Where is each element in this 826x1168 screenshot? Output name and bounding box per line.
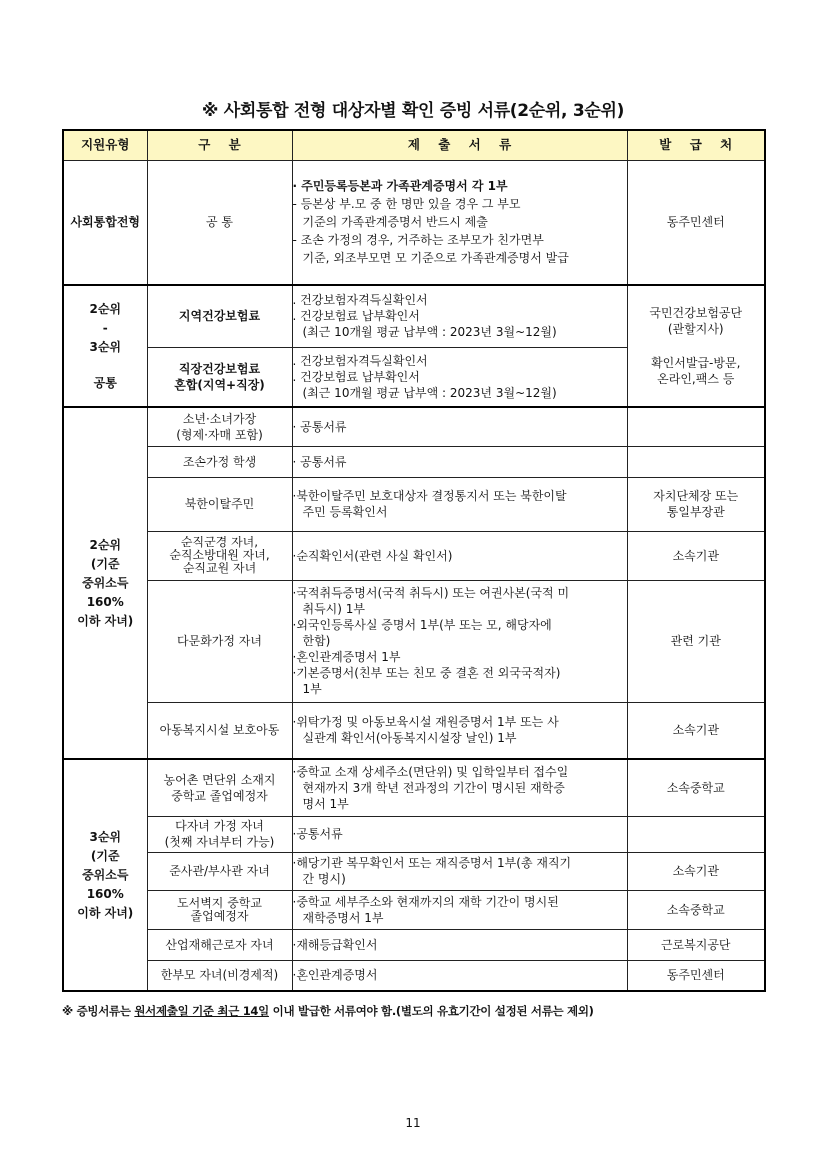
documents-cell — [292, 852, 627, 890]
category-cell — [147, 852, 292, 890]
document-line: ·국적취득증명서(국적 취득시) 또는 여권사본(국적 미 — [292, 586, 570, 600]
documents-cell — [292, 929, 627, 960]
type-line: 이하 자녀) — [77, 613, 134, 628]
document-line: ·중학교 소재 상세주소(면단위) 및 입학일부터 접수일 — [292, 764, 569, 779]
footnote-underlined: 원서제출일 기준 최근 14일 — [134, 1004, 269, 1018]
type-line: (기준 — [90, 556, 120, 571]
table-row — [63, 477, 765, 531]
document-line: ·해당기관 복무확인서 또는 재직증명서 1부(총 재직기 — [292, 856, 572, 870]
document-line: 주민 등록확인서 — [302, 505, 388, 519]
table-row-common — [63, 160, 765, 285]
footnote-suffix: 이내 발급한 서류여야 함.(별도의 유효기간이 설정된 서류는 제외) — [268, 1004, 594, 1018]
category-line: (첫째 자녀부터 가능) — [164, 835, 275, 849]
table-row — [63, 407, 765, 446]
issuer-line: 자치단체장 또는 — [653, 489, 739, 503]
type-line: 160% — [86, 886, 124, 901]
issuer-cell — [627, 816, 765, 852]
document-line: ·혼인관계증명서 — [292, 968, 378, 983]
document-line: · 공통서류 — [292, 419, 347, 434]
documents-cell — [292, 477, 627, 531]
category-line: 북한이탈주민 — [184, 497, 255, 511]
documents-cell — [292, 347, 627, 407]
documents-cell — [292, 160, 627, 285]
documents-cell — [292, 285, 627, 347]
document-line: 취득시) 1부 — [302, 602, 365, 616]
document-line: · 공통서류 — [292, 454, 347, 469]
category-cell — [147, 347, 292, 407]
category-line: 아동복지시설 보호아동 — [159, 723, 280, 738]
category-line: 한부모 자녀(비경제적) — [160, 968, 279, 983]
document-line: ·기본증명서(친부 또는 친모 중 결혼 전 외국국적자) — [292, 666, 561, 680]
evidence-documents-table — [62, 129, 766, 992]
page-number: 11 — [405, 1116, 421, 1130]
type-line: 공통 — [93, 375, 117, 390]
header-type: 지원유형 — [63, 130, 147, 160]
header-issuer: 발 급 처 — [627, 130, 765, 160]
category-cell — [147, 477, 292, 531]
documents-cell — [292, 446, 627, 477]
category-cell — [147, 759, 292, 816]
document-line: 한함) — [302, 634, 331, 648]
category-cell — [147, 816, 292, 852]
document-line: 명서 1부 — [302, 796, 349, 811]
table-row — [63, 890, 765, 929]
type-line: 160% — [86, 594, 124, 609]
category-line: 중학교 졸업예정자 — [171, 788, 268, 803]
category-line: (형제·자매 포함) — [176, 427, 263, 442]
document-line: ·공통서류 — [292, 827, 343, 841]
category-cell — [147, 580, 292, 702]
issuer-line: 근로복지공단 — [660, 937, 731, 952]
documents-cell — [292, 759, 627, 816]
documents-cell — [292, 702, 627, 759]
category-cell — [147, 446, 292, 477]
header-category: 구 분 — [147, 130, 292, 160]
document-line: 현재까지 3개 학년 전과정의 기간이 명시된 재학증 — [302, 780, 565, 795]
document-line: 실관계 확인서(아동복지시설장 날인) 1부 — [302, 731, 517, 746]
issuer-line: (관할지사) — [667, 322, 724, 336]
document-line: (최근 10개월 평균 납부액 : 2023년 3월~12월) — [302, 325, 557, 340]
category-cell — [147, 531, 292, 580]
footnote-prefix: ※ 증빙서류는 — [62, 1004, 135, 1018]
issuer-cell — [627, 580, 765, 702]
document-line: . 건강보험료 납부확인서 — [292, 369, 420, 384]
documents-cell — [292, 816, 627, 852]
table-row — [63, 929, 765, 960]
document-line: ·북한이탈주민 보호대상자 결정통지서 또는 북한이탈 — [292, 489, 567, 503]
table-header-row — [63, 130, 765, 160]
document-line: ·외국인등록사실 증명서 1부(부 또는 모, 해당자에 — [292, 618, 552, 632]
category-cell: 공 통 — [147, 160, 292, 285]
document-line: 1부 — [302, 682, 322, 696]
issuer-cell — [627, 929, 765, 960]
issuer-cell — [627, 285, 765, 407]
issuer-line: 소속기관 — [672, 548, 719, 563]
category-cell: 지역건강보험료 — [147, 285, 292, 347]
documents-cell — [292, 407, 627, 446]
issuer-line: 소속기관 — [672, 864, 719, 878]
category-line: 직장건강보험료 — [178, 361, 261, 376]
issuer-cell — [627, 446, 765, 477]
issuer-line: 소속중학교 — [666, 902, 725, 917]
issuer-cell — [627, 531, 765, 580]
category-line: 순직소방대원 자녀, — [169, 549, 270, 562]
category-line: 다문화가정 자녀 — [177, 634, 262, 648]
category-cell — [147, 890, 292, 929]
issuer-cell: 동주민센터 — [627, 160, 765, 285]
table-row — [63, 852, 765, 890]
category-line: 순직교원 자녀 — [182, 562, 257, 575]
category-line: 준사관/부사관 자녀 — [169, 864, 270, 878]
documents-cell — [292, 890, 627, 929]
issuer-line: 동주민센터 — [666, 968, 725, 983]
issuer-line: 국민건강보험공단 — [649, 306, 743, 320]
documents-cell — [292, 960, 627, 991]
issuer-cell — [627, 477, 765, 531]
table-row — [63, 702, 765, 759]
category-line: 순직군경 자녀, — [180, 536, 259, 549]
issuer-cell — [627, 960, 765, 991]
page-title: ※ 사회통합 전형 대상자별 확인 증빙 서류(2순위, 3순위) — [201, 101, 625, 121]
category-cell — [147, 702, 292, 759]
documents-cell — [292, 580, 627, 702]
table-row — [63, 446, 765, 477]
type-line: 중위소득 — [82, 867, 129, 882]
category-line: 농어촌 면단위 소재지 — [163, 772, 276, 787]
category-cell — [147, 960, 292, 991]
type-line: - — [102, 320, 108, 335]
issuer-cell — [627, 407, 765, 446]
document-line: 재학증명서 1부 — [302, 910, 384, 925]
type-line: 3순위 — [89, 829, 122, 844]
type-line: 중위소득 — [82, 575, 129, 590]
document-line: (최근 10개월 평균 납부액 : 2023년 3월~12월) — [302, 385, 557, 400]
document-line: · 주민등록등본과 가족관계증명서 각 1부 — [292, 179, 508, 194]
document-line: ·혼인관계증명서 1부 — [292, 650, 401, 664]
type-cell: 사회통합전형 — [63, 160, 147, 285]
document-line: . 건강보험자격득실확인서 — [292, 293, 428, 308]
category-line: 조손가정 학생 — [182, 454, 257, 469]
type-line: (기준 — [90, 848, 120, 863]
document-line: - 등본상 부.모 중 한 명만 있을 경우 그 부모 — [292, 197, 521, 212]
issuer-cell — [627, 759, 765, 816]
issuer-line: 통일부장관 — [666, 505, 725, 519]
table-row-regional-insurance — [63, 285, 765, 347]
document-line: ·중학교 세부주소와 현재까지의 재학 기간이 명시된 — [292, 894, 559, 909]
category-line: 졸업예정자 — [190, 909, 249, 923]
issuer-line: 소속기관 — [672, 723, 719, 738]
issuer-line: 온라인,팩스 등 — [657, 372, 735, 386]
category-cell — [147, 407, 292, 446]
type-line: 2순위 — [89, 301, 122, 316]
type-cell — [63, 759, 147, 991]
category-line: 도서벽지 중학교 — [177, 896, 262, 910]
type-cell — [63, 407, 147, 759]
document-line: 기준, 외조부모면 모 기준으로 가족관계증명서 발급 — [302, 251, 569, 266]
issuer-line: 확인서발급-방문, — [651, 356, 741, 370]
document-line: ·재해등급확인서 — [292, 937, 378, 952]
category-line: 혼합(지역+직장) — [174, 377, 265, 392]
document-line: ·순직확인서(관련 사실 확인서) — [292, 548, 453, 563]
table-row — [63, 531, 765, 580]
category-line: 다자녀 가정 자녀 — [175, 819, 264, 833]
header-documents: 제 출 서 류 — [292, 130, 627, 160]
issuer-cell — [627, 702, 765, 759]
document-line: ·위탁가정 및 아동보육시설 재원증명서 1부 또는 사 — [292, 715, 559, 730]
type-line: 2순위 — [89, 537, 122, 552]
document-line: . 건강보험자격득실확인서 — [292, 353, 428, 368]
table-row — [63, 816, 765, 852]
type-line: 이하 자녀) — [77, 905, 134, 920]
category-line: 산업재해근로자 자녀 — [165, 937, 274, 952]
issuer-cell — [627, 852, 765, 890]
issuer-line: 관련 기관 — [670, 634, 721, 648]
category-cell — [147, 929, 292, 960]
table-row — [63, 759, 765, 816]
footnote — [62, 1003, 594, 1019]
document-line: 기준의 가족관계증명서 반드시 제출 — [302, 215, 488, 230]
type-line: 3순위 — [89, 339, 122, 354]
table-row — [63, 580, 765, 702]
issuer-line: 소속중학교 — [666, 780, 725, 795]
type-cell — [63, 285, 147, 407]
issuer-cell — [627, 890, 765, 929]
document-line: 간 명시) — [302, 872, 346, 886]
category-line: 소년·소녀가장 — [182, 411, 257, 426]
documents-cell — [292, 531, 627, 580]
table-row — [63, 960, 765, 991]
document-line: . 건강보험료 납부확인서 — [292, 309, 420, 324]
document-line: - 조손 가정의 경우, 거주하는 조부모가 친가면부 — [292, 233, 544, 248]
